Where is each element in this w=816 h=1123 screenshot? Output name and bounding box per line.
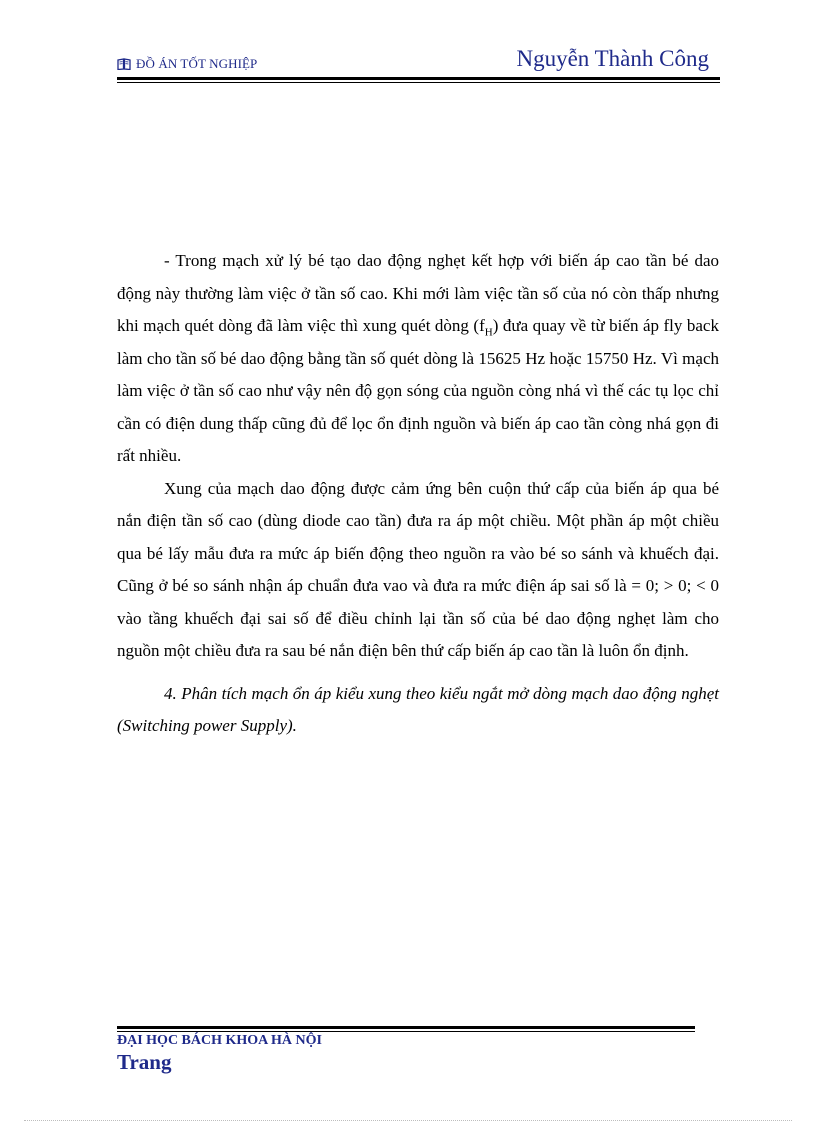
footer-rule-thick: [117, 1026, 695, 1029]
university-name: ĐẠI HỌC BÁCH KHOA HÀ NỘI: [117, 1033, 322, 1048]
page-header: [117, 44, 719, 80]
header-rule-thick: [117, 77, 720, 80]
paragraph-2: Xung của mạch dao động được cảm ứng bên cuộn thứ cấp của biến áp qua bé nắn điện tần số cao (dùng diode cao tần) đưa ra áp một chiều. Một phần áp một chiều qua bé lấy mẫu đưa ra mức áp biến động theo nguồn ra vào bé so sánh và khuếch đại. Cũng ở bé so sánh nhận áp chuẩn đưa vao và đưa ra mức điện áp sai số là = 0; > 0; < 0 vào tầng khuếch đại sai số để điều chỉnh lại tần số của bé dao động nghẹt làm cho nguồn một chiều đưa ra sau bé nắn điện bên thứ cấp biến áp cao tần là luôn ổn định.: [117, 478, 719, 660]
footer-rule-thin: [117, 1031, 695, 1032]
author-name: Nguyễn Thành Công: [516, 46, 709, 71]
body-text: [117, 245, 719, 743]
header-left: [117, 56, 257, 72]
paragraph-1: [117, 245, 719, 473]
thesis-label: ĐỒ ÁN TỐT NGHIỆP: [136, 56, 258, 71]
page-label: Trang: [117, 1050, 172, 1074]
paragraph-1-part-a: - Trong mạch xử lý bé tạo dao động nghẹt kết hợp với biến áp cao tần bé dao động này thường làm việc ở tần số cao. Khi mới làm việc tần số của nó còn thấp nhưng khi mạch quét dòng đã làm việc thì xung quét dòng (f: [117, 251, 719, 335]
header-rule-thin: [117, 82, 720, 83]
paragraph-1-part-b: ) đưa quay về từ biến áp fly back làm cho tần số bé dao động bằng tần số quét dòng là 15625 Hz hoặc 15750 Hz. Vì mạch làm việc ở tần số cao như vậy nên độ gọn sóng của nguồn còng nhá vì thế các tụ lọc chỉ cần có điện dung thấp cũng đủ để lọc ổn định nguồn và biến áp cao tần còng nhá gọn đi rất nhiều.: [117, 316, 719, 465]
page-bottom-border: [24, 1120, 792, 1121]
subscript-h: H: [484, 326, 493, 339]
book-icon: [117, 58, 131, 70]
section-heading-4: 4. Phân tích mạch ổn áp kiểu xung theo kiểu ngắt mở dòng mạch dao động nghẹt (Switching power Supply).: [117, 683, 719, 735]
